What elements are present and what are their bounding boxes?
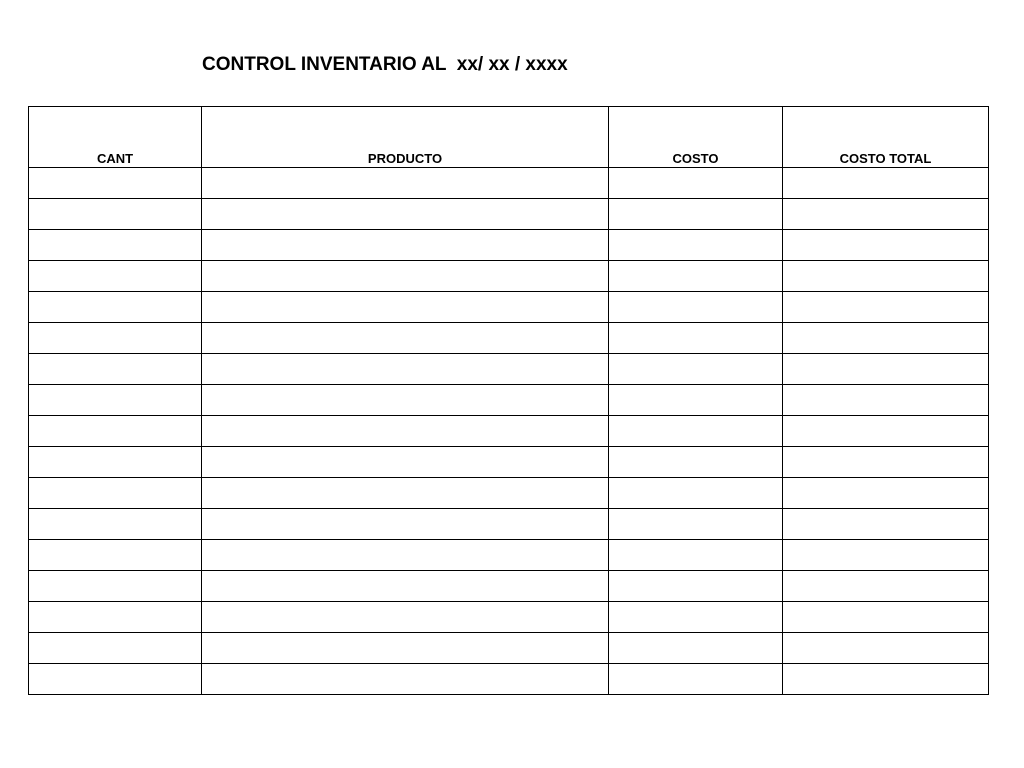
cell-producto	[202, 664, 609, 695]
cell-costo-total	[783, 540, 989, 571]
table-body	[29, 168, 989, 695]
cell-costo-total	[783, 354, 989, 385]
cell-costo	[609, 509, 783, 540]
cell-cant	[29, 509, 202, 540]
cell-costo	[609, 385, 783, 416]
table-row	[29, 540, 989, 571]
cell-costo-total	[783, 447, 989, 478]
cell-cant	[29, 323, 202, 354]
cell-costo-total	[783, 633, 989, 664]
cell-producto	[202, 199, 609, 230]
cell-producto	[202, 261, 609, 292]
cell-costo	[609, 447, 783, 478]
cell-costo-total	[783, 664, 989, 695]
cell-producto	[202, 416, 609, 447]
cell-cant	[29, 478, 202, 509]
cell-costo	[609, 354, 783, 385]
cell-cant	[29, 230, 202, 261]
table-header-row	[29, 107, 989, 168]
header-costo-total: COSTO TOTAL	[783, 107, 989, 168]
cell-costo	[609, 416, 783, 447]
inventory-table	[28, 106, 989, 695]
table-row	[29, 633, 989, 664]
cell-producto	[202, 354, 609, 385]
table-row	[29, 199, 989, 230]
header-cant: CANT	[29, 107, 202, 168]
cell-cant	[29, 571, 202, 602]
cell-costo-total	[783, 385, 989, 416]
cell-costo-total	[783, 230, 989, 261]
cell-cant	[29, 416, 202, 447]
table-row	[29, 416, 989, 447]
cell-producto	[202, 509, 609, 540]
table-row	[29, 354, 989, 385]
cell-cant	[29, 633, 202, 664]
table-row	[29, 447, 989, 478]
cell-producto	[202, 323, 609, 354]
table-row	[29, 385, 989, 416]
cell-costo	[609, 540, 783, 571]
cell-cant	[29, 540, 202, 571]
table-row	[29, 664, 989, 695]
cell-costo	[609, 602, 783, 633]
cell-costo-total	[783, 602, 989, 633]
cell-cant	[29, 354, 202, 385]
table-row	[29, 478, 989, 509]
cell-costo-total	[783, 478, 989, 509]
cell-costo	[609, 633, 783, 664]
cell-costo-total	[783, 416, 989, 447]
cell-cant	[29, 261, 202, 292]
cell-producto	[202, 571, 609, 602]
cell-costo-total	[783, 571, 989, 602]
table-row	[29, 323, 989, 354]
cell-cant	[29, 168, 202, 199]
cell-costo	[609, 478, 783, 509]
cell-producto	[202, 292, 609, 323]
cell-producto	[202, 385, 609, 416]
cell-costo	[609, 199, 783, 230]
cell-cant	[29, 385, 202, 416]
table-row	[29, 168, 989, 199]
cell-cant	[29, 664, 202, 695]
cell-costo-total	[783, 199, 989, 230]
header-producto: PRODUCTO	[202, 107, 609, 168]
cell-costo	[609, 664, 783, 695]
cell-cant	[29, 602, 202, 633]
cell-costo	[609, 230, 783, 261]
table-row	[29, 571, 989, 602]
header-costo: COSTO	[609, 107, 783, 168]
cell-costo-total	[783, 292, 989, 323]
cell-producto	[202, 168, 609, 199]
table-row	[29, 230, 989, 261]
cell-costo	[609, 292, 783, 323]
cell-costo-total	[783, 261, 989, 292]
cell-producto	[202, 633, 609, 664]
table-row	[29, 509, 989, 540]
cell-cant	[29, 292, 202, 323]
cell-producto	[202, 540, 609, 571]
cell-costo	[609, 323, 783, 354]
cell-costo-total	[783, 509, 989, 540]
cell-costo-total	[783, 323, 989, 354]
cell-costo	[609, 168, 783, 199]
page-title: CONTROL INVENTARIO AL xx/ xx / xxxx	[202, 54, 568, 75]
cell-producto	[202, 230, 609, 261]
cell-costo-total	[783, 168, 989, 199]
cell-producto	[202, 447, 609, 478]
cell-costo	[609, 261, 783, 292]
cell-cant	[29, 447, 202, 478]
cell-costo	[609, 571, 783, 602]
table-row	[29, 261, 989, 292]
cell-producto	[202, 478, 609, 509]
table-row	[29, 602, 989, 633]
table-row	[29, 292, 989, 323]
cell-producto	[202, 602, 609, 633]
cell-cant	[29, 199, 202, 230]
